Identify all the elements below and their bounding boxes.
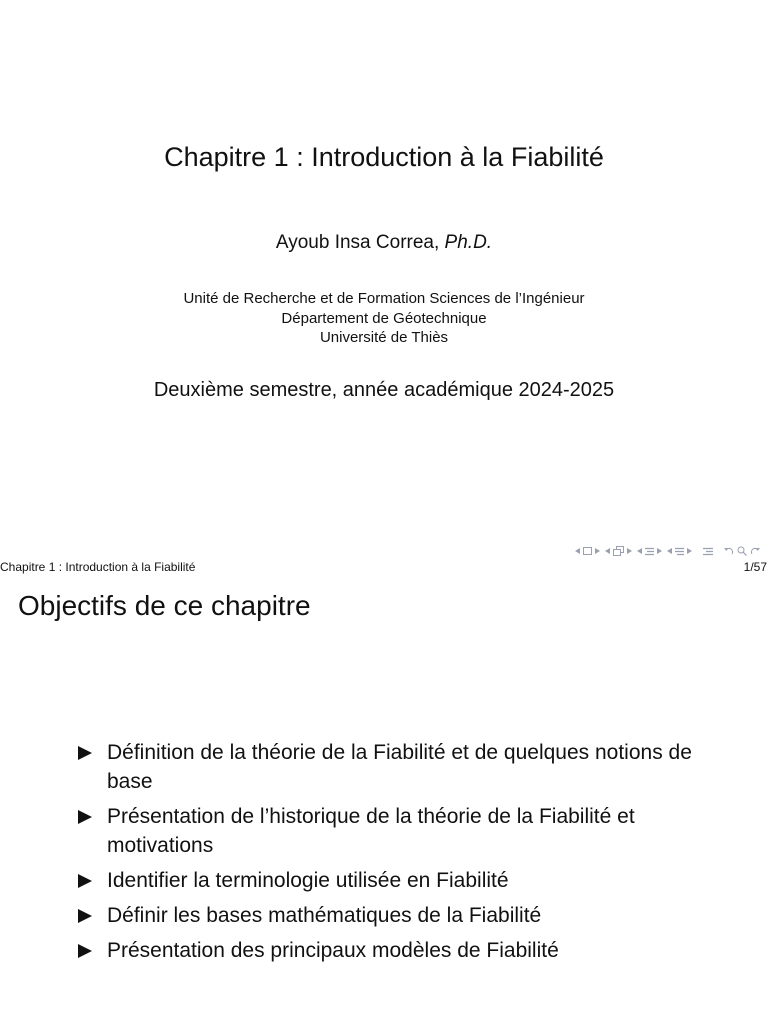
list-item [78,901,718,930]
frame-title: Objectifs de ce chapitre [18,590,311,621]
nav-arrow-right-icon [687,548,692,554]
nav-arrow-left-icon [667,548,672,554]
slide-header [0,558,768,576]
search-icon [737,546,747,556]
author-degree: Ph.D. [444,232,493,253]
list-item [78,738,718,796]
presentation-date: Deuxième semestre, année académique 2024-2025 [153,379,615,401]
back-icon [724,547,734,556]
list-item-text: Définition de la théorie de la Fiabilité et de quelques notions de base [107,741,692,793]
nav-arrow-right-icon [657,548,662,554]
document-icon[interactable] [703,547,713,556]
list-item-text: Définir les bases mathématiques de la Fiabilité [107,904,542,927]
navigation-bar [575,544,760,558]
institute-line: Université de Thiès [319,329,449,346]
history-search-navigation[interactable] [724,546,760,556]
subsection-list-navigation[interactable] [667,547,692,556]
author-line [0,230,768,256]
institute-line: Unité de Recherche et de Formation Sciences de l’Ingénieur [183,290,585,307]
subsection-navigation[interactable] [605,546,632,556]
nav-arrow-left-icon [637,548,642,554]
institute-line: Département de Géotechnique [281,309,487,327]
list-item-text: Identifier la terminologie utilisée en Fiabilité [107,869,509,892]
list-item-text: Présentation des principaux modèles de Fiabilité [107,939,559,962]
presentation-title: Chapitre 1 : Introduction à la Fiabilité [164,142,604,172]
page-number: 1/57 [743,560,767,574]
frame-navigation[interactable] [575,547,600,555]
nav-arrow-left-icon [605,548,610,554]
list-item-text: Présentation de l’historique de la théorie de la Fiabilité et motivations [107,805,635,857]
objectives-slide [0,558,768,1024]
subsection-icon [613,546,624,556]
nav-arrow-right-icon [595,548,600,554]
institute-block [0,289,768,348]
list-item [78,866,718,895]
bullet-triangle-icon [78,874,92,888]
bullet-triangle-icon [78,746,92,760]
bullet-triangle-icon [78,909,92,923]
nav-arrow-right-icon [627,548,632,554]
objectives-list [78,738,718,971]
forward-icon [750,547,760,556]
list-item [78,936,718,965]
bullet-triangle-icon [78,944,92,958]
section-icon [675,547,684,556]
author-name: Ayoub Insa Correa, [275,232,440,253]
section-icon [645,547,654,556]
bullet-triangle-icon [78,810,92,824]
list-item [78,802,718,860]
nav-arrow-left-icon [575,548,580,554]
section-navigation[interactable] [637,547,662,556]
header-short-title: Chapitre 1 : Introduction à la Fiabilité [0,560,196,574]
frame-icon [583,547,592,555]
